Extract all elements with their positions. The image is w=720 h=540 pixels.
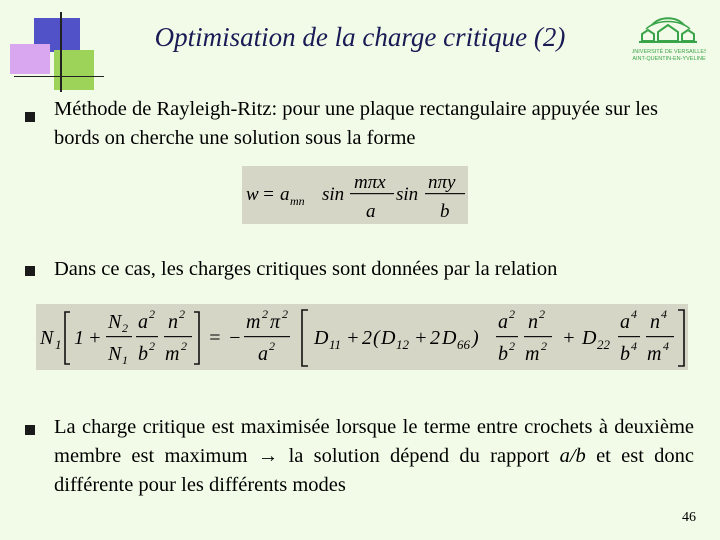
svg-text:D: D	[314, 327, 329, 349]
formula-critical-load	[36, 304, 688, 370]
svg-text:m: m	[647, 343, 662, 365]
svg-text:a: a	[366, 201, 376, 222]
svg-text:b: b	[498, 343, 508, 365]
svg-text:UNIVERSITÉ DE VERSAILLES: UNIVERSITÉ DE VERSAILLES	[632, 49, 706, 55]
svg-text:2: 2	[269, 339, 275, 353]
svg-text:+: +	[414, 327, 428, 349]
svg-text:D: D	[442, 327, 457, 349]
svg-text:2: 2	[262, 307, 268, 321]
svg-text:=: =	[208, 327, 222, 349]
svg-text:+: +	[346, 327, 360, 349]
svg-text:m: m	[246, 311, 261, 333]
svg-text:2: 2	[149, 307, 155, 321]
bullet-3-text-italic: a/b	[559, 445, 586, 467]
svg-text:sin: sin	[396, 184, 419, 205]
svg-text:66: 66	[457, 337, 470, 352]
svg-text:4: 4	[661, 307, 667, 321]
svg-text:D: D	[381, 327, 396, 349]
close-paren: )	[472, 327, 479, 349]
svg-text:2: 2	[179, 307, 185, 321]
svg-text:m: m	[525, 343, 540, 365]
open-paren: (	[373, 327, 380, 349]
svg-text:n: n	[650, 311, 660, 333]
svg-text:SAINT-QUENTIN-EN-YVELINES: SAINT-QUENTIN-EN-YVELINES	[632, 56, 706, 62]
bullet-2-text: Dans ce cas, les charges critiques sont données par la relation	[54, 258, 558, 280]
svg-text:N: N	[40, 327, 54, 349]
bullet-1-text: Méthode de Rayleigh-Ritz: pour une plaque rectangulaire appuyée sur les bords on cherche une solution sous la forme	[54, 98, 658, 149]
svg-text:a: a	[138, 311, 148, 333]
svg-text:2: 2	[149, 339, 155, 353]
svg-text:2: 2	[541, 339, 547, 353]
svg-text:m: m	[165, 343, 180, 365]
svg-text:4: 4	[663, 339, 669, 353]
svg-text:2: 2	[181, 339, 187, 353]
svg-text:4: 4	[631, 307, 637, 321]
svg-text:2: 2	[509, 339, 515, 353]
svg-text:N: N	[108, 343, 122, 365]
page-number: 46	[682, 510, 696, 525]
svg-text:=: =	[262, 184, 275, 205]
svg-text:a: a	[258, 343, 268, 365]
svg-text:2: 2	[122, 321, 128, 335]
svg-text:sin: sin	[322, 184, 345, 205]
slide-title: Optimisation de la charge critique (2)	[154, 22, 566, 52]
svg-text:4: 4	[631, 339, 637, 353]
svg-text:2: 2	[539, 307, 545, 321]
svg-text:n: n	[168, 311, 178, 333]
svg-text:−: −	[228, 327, 242, 349]
svg-text:π: π	[270, 311, 281, 333]
svg-text:b: b	[440, 201, 450, 222]
svg-text:2: 2	[282, 307, 288, 321]
svg-text:+: +	[562, 327, 576, 349]
bullet-3-text-part2: et est donc différente pour les différents modes	[54, 445, 694, 496]
svg-text:2: 2	[509, 307, 515, 321]
svg-text:n: n	[528, 311, 538, 333]
svg-text:N: N	[108, 311, 122, 333]
svg-text:mπx: mπx	[354, 172, 386, 193]
svg-text:mn: mn	[290, 194, 305, 208]
svg-text:b: b	[138, 343, 148, 365]
bullet-3-text	[54, 413, 694, 500]
svg-text:2: 2	[362, 327, 372, 349]
svg-text:22: 22	[597, 337, 610, 352]
bullet-1-marker	[25, 112, 35, 122]
svg-text:+: +	[88, 327, 102, 349]
svg-text:12: 12	[396, 337, 409, 352]
svg-text:1: 1	[74, 327, 84, 349]
svg-text:1: 1	[55, 337, 62, 352]
svg-text:b: b	[620, 343, 630, 365]
svg-text:D: D	[582, 327, 597, 349]
university-logo	[632, 14, 706, 64]
svg-text:1: 1	[122, 353, 128, 367]
bullet-2-marker	[25, 266, 35, 276]
svg-text:a: a	[620, 311, 630, 333]
svg-text:w: w	[246, 184, 259, 205]
formula-displacement	[242, 166, 468, 224]
svg-text:nπy: nπy	[428, 172, 456, 193]
bullet-3-text-part1: La charge critique est maximisée lorsque le terme entre crochets à deuxième membre est maximum → la solution dépend du rapport	[54, 416, 694, 467]
svg-text:11: 11	[329, 337, 342, 352]
svg-text:a: a	[498, 311, 508, 333]
deco-line-horizontal	[14, 76, 104, 77]
svg-text:a: a	[280, 184, 290, 205]
bullet-3-marker	[25, 425, 35, 435]
svg-text:2: 2	[430, 327, 440, 349]
